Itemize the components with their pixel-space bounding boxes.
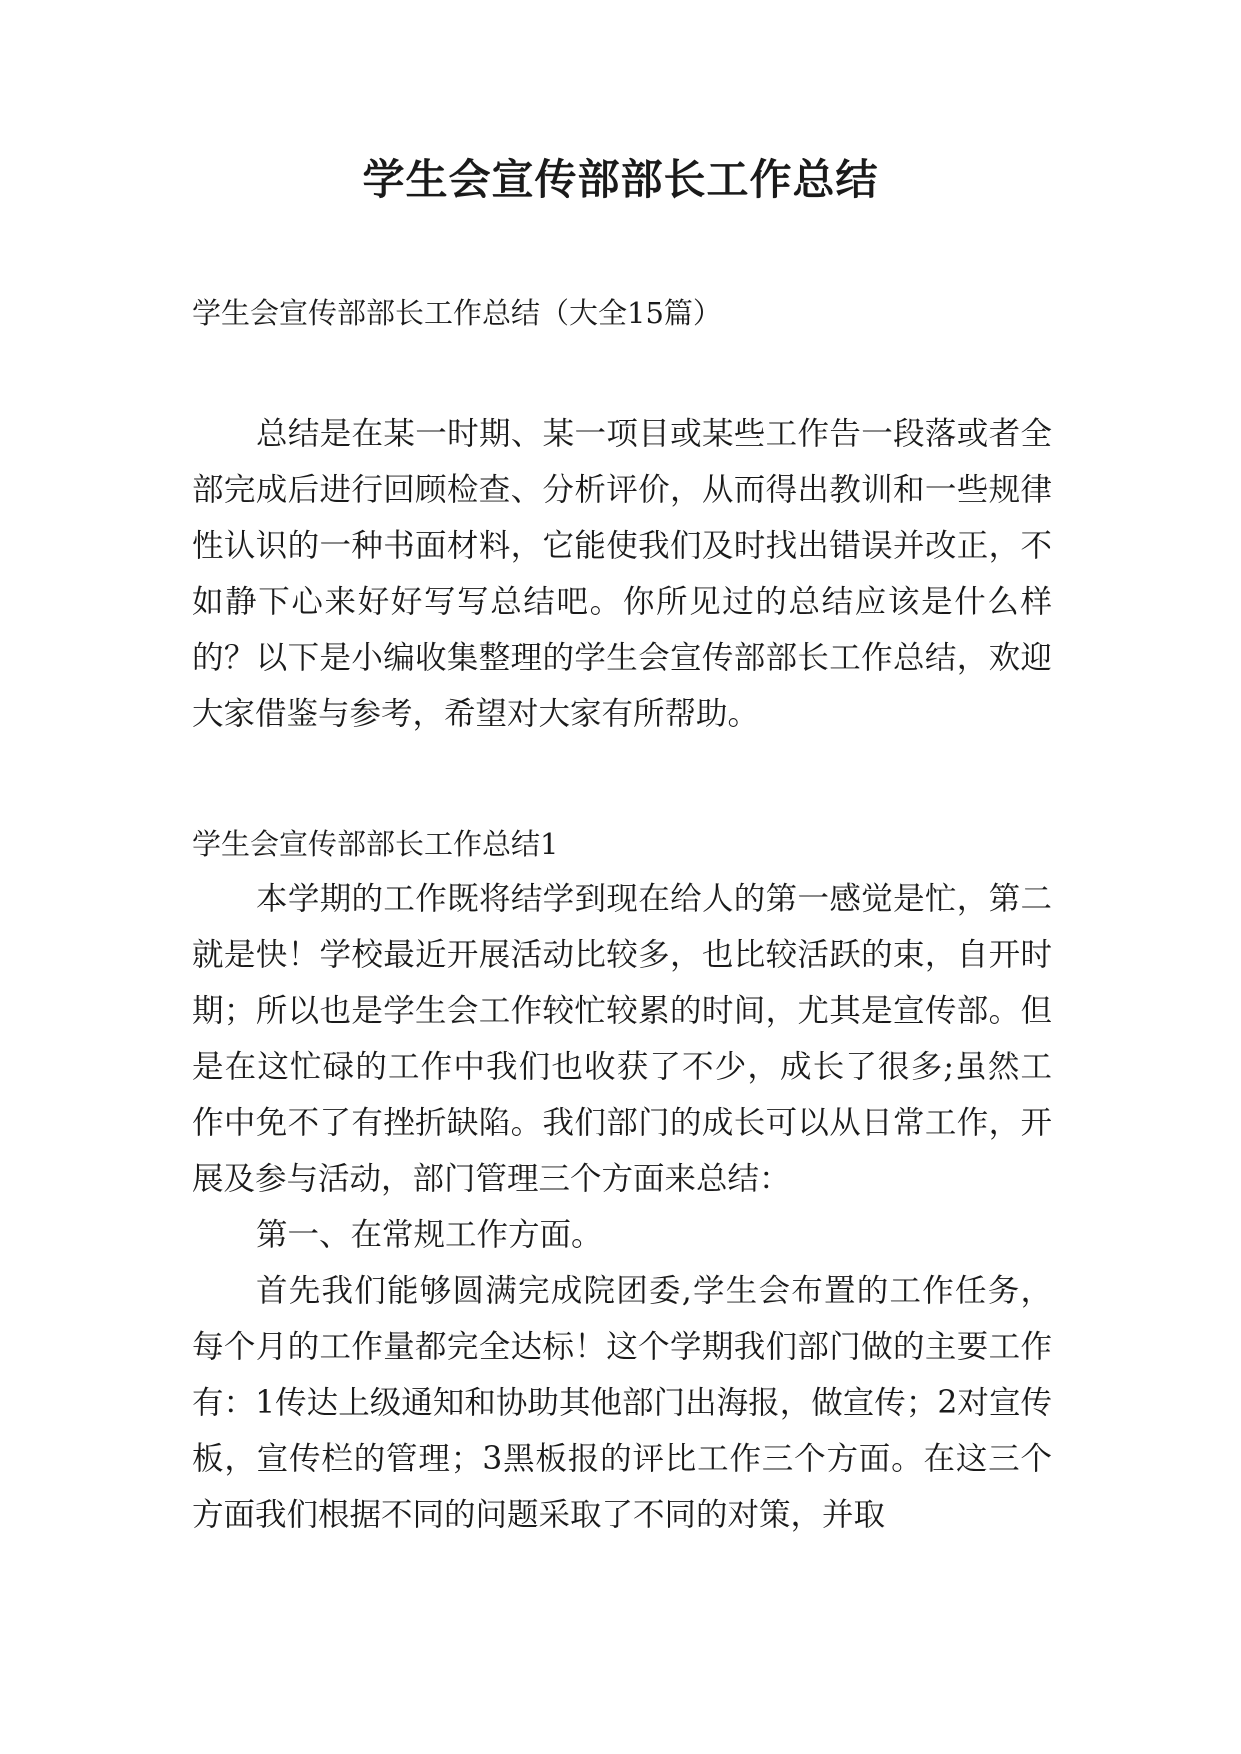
intro-block [192,406,1052,742]
intro-paragraph: 总结是在某一时期、某一项目或某些工作告一段落或者全部完成后进行回顾检查、分析评价，从而得出教训和一些规律性认识的一种书面材料，它能使我们及时找出错误并改正，不如静下心来好好写写总结吧。你所见过的总结应该是什么样的？以下是小编收集整理的学生会宣传部部长工作总结，欢迎大家借鉴与参考，希望对大家有所帮助。 [192,416,1052,732]
section-paragraph: 第一、在常规工作方面。 [256,1217,603,1253]
document-subtitle: 学生会宣传部部长工作总结（大全15篇） [192,296,722,330]
document-title: 学生会宣传部部长工作总结 [362,155,879,204]
section-body [192,871,1052,1543]
section-heading: 学生会宣传部部长工作总结1 [192,827,559,861]
section-paragraph: 本学期的工作既将结学到现在给人的第一感觉是忙，第二就是快！学校最近开展活动比较多，也比较活跃的束，自开时期；所以也是学生会工作较忙较累的时间，尤其是宣传部。但是在这忙碌的工作中我们也收获了不少，成长了很多;虽然工作中免不了有挫折缺陷。我们部门的成长可以从日常工作，开展及参与活动，部门管理三个方面来总结： [192,881,1052,1197]
section-paragraph: 首先我们能够圆满完成院团委,学生会布置的工作任务，每个月的工作量都完全达标！这个学期我们部门做的主要工作有：1传达上级通知和协助其他部门出海报，做宣传；2对宣传板，宣传栏的管理；3黑板报的评比工作三个方面。在这三个方面我们根据不同的问题采取了不同的对策，并取 [192,1273,1052,1533]
